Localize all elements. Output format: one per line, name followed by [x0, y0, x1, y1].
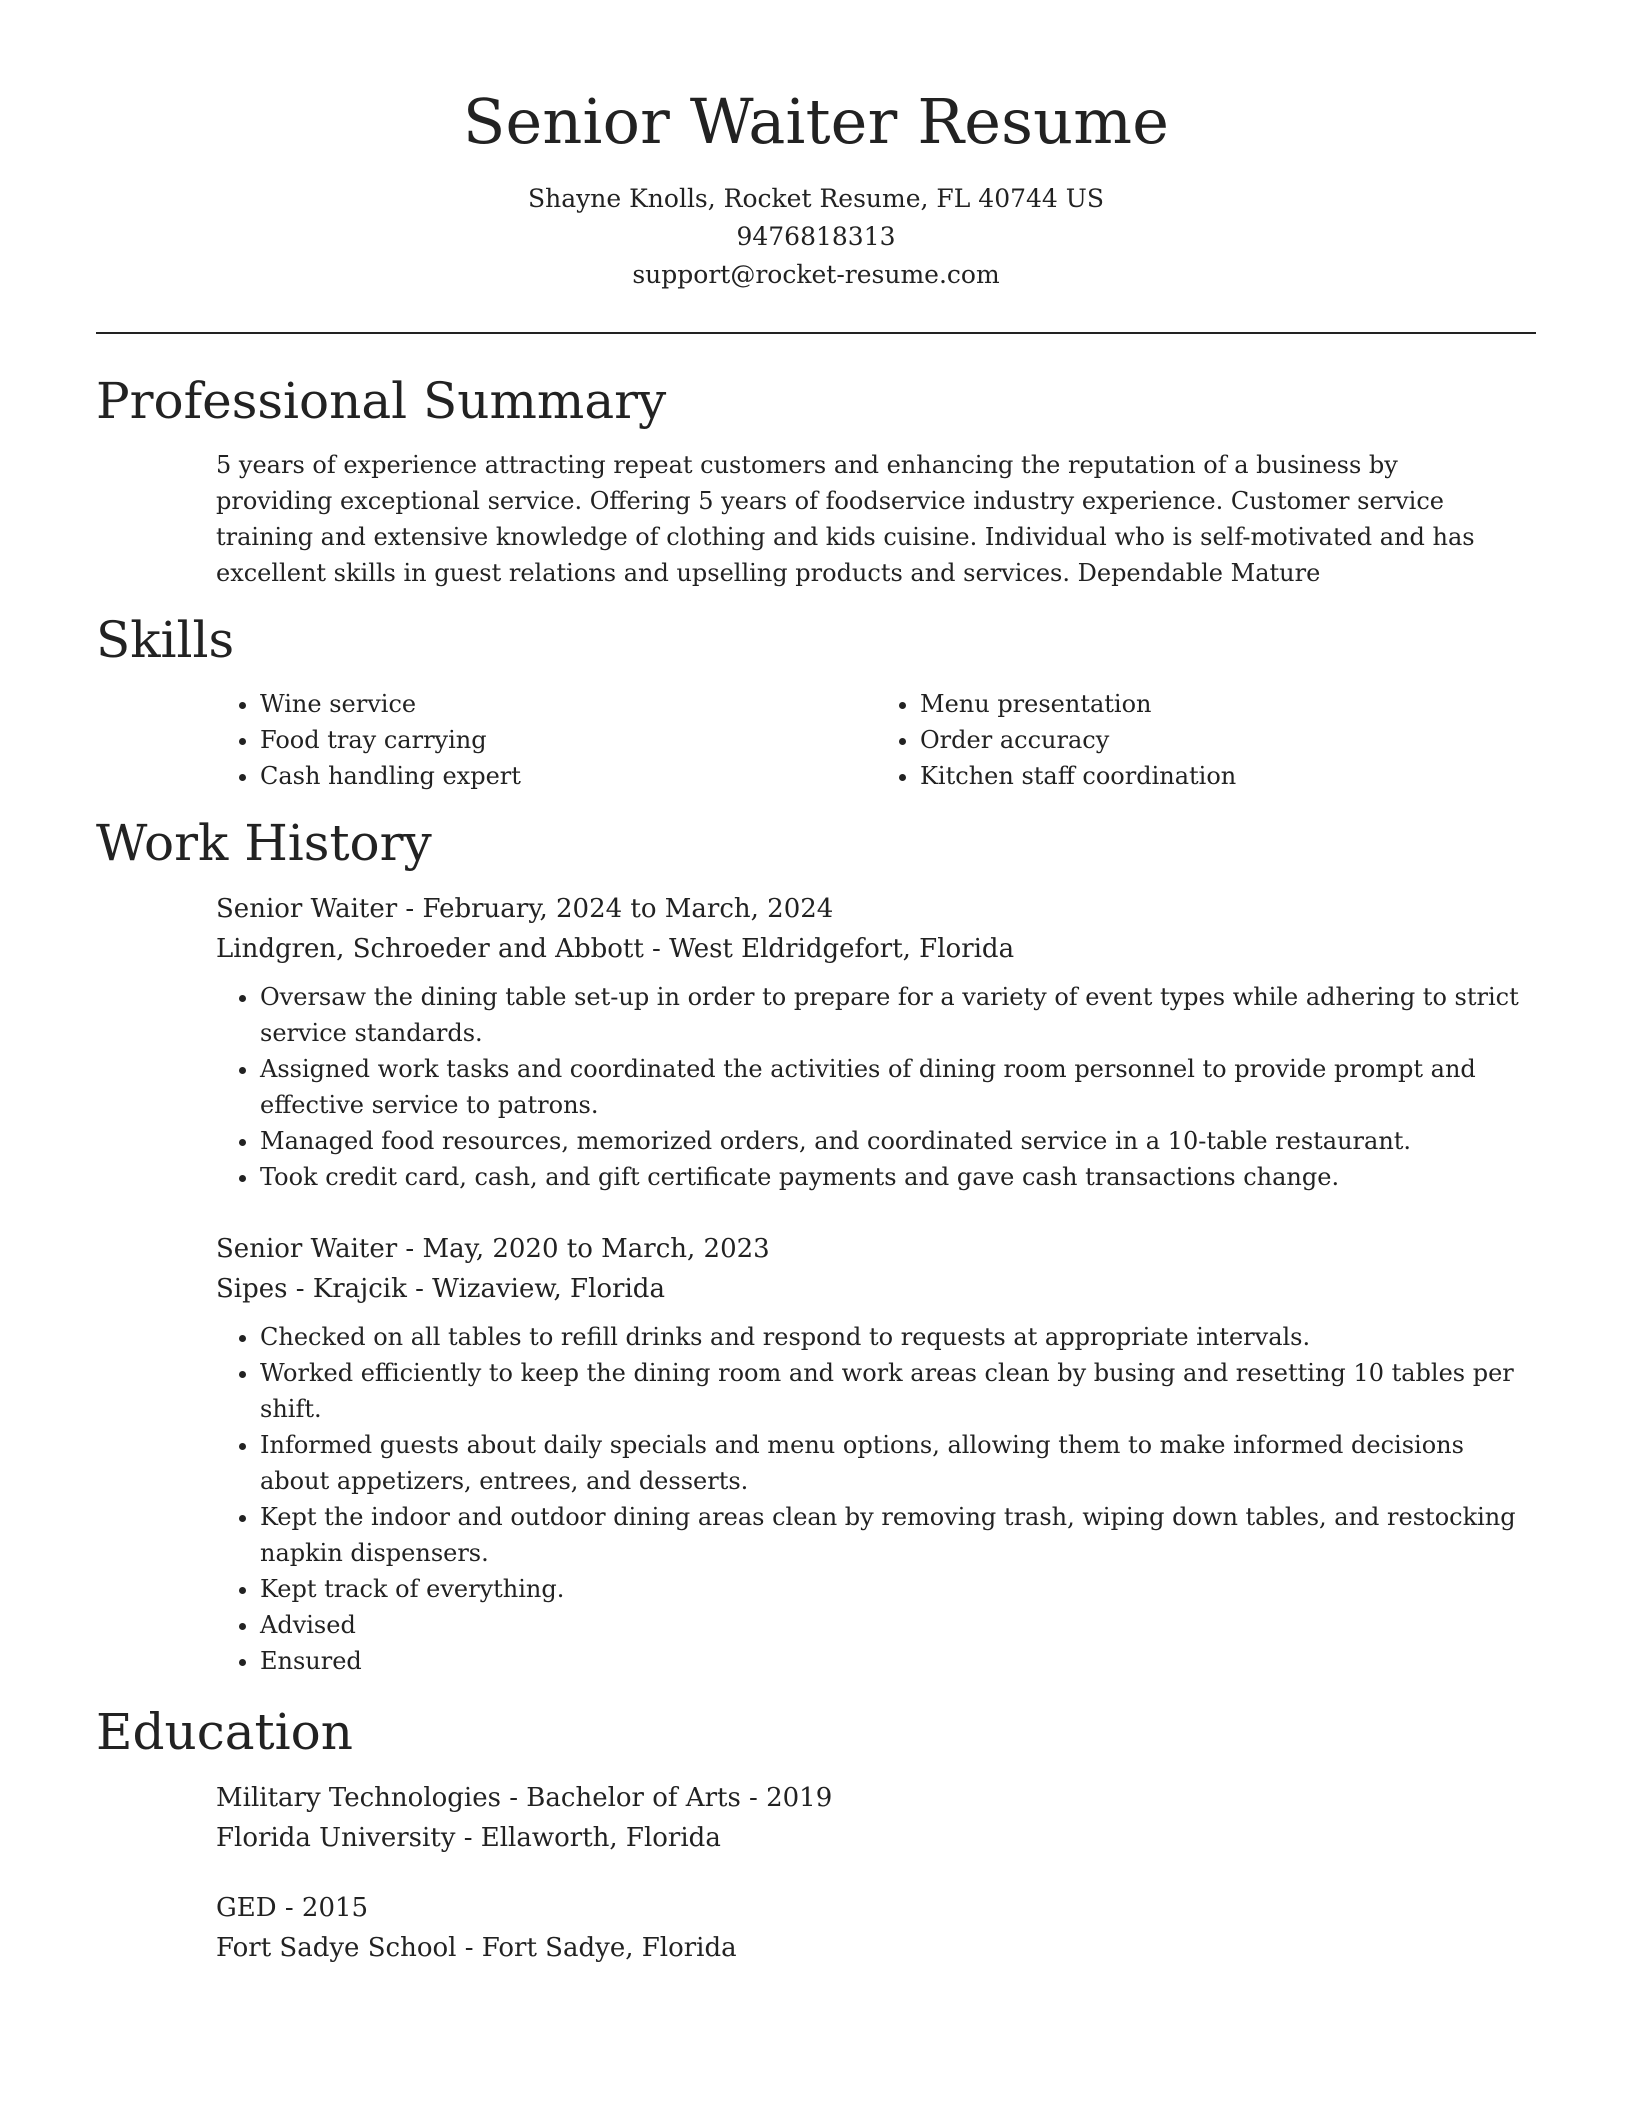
summary-text: 5 years of experience attracting repeat customers and enhancing the reputation of a business by providing exceptional service. Offering 5 years of foodservice industry experience. Customer service training and extensive knowledge of clothing and kids cuisine. Individual who is self-motivated and has excellent skills in guest relations and upselling products and services. Dependable Mature [216, 451, 1475, 588]
job-title: Senior Waiter - May, 2020 to March, 2023 [216, 1234, 770, 1265]
job-bullet: • Oversaw the dining table set-up in order to prepare for a variety of event types while adhering to strict service standards. [260, 979, 1536, 1051]
job-title: Senior Waiter - February, 2024 to March, 2024 [216, 894, 834, 925]
education-school: Florida University - Ellaworth, Florida [216, 1823, 721, 1854]
summary-body [96, 447, 1536, 591]
skill-item: • Menu presentation [920, 686, 1536, 722]
skills-section [96, 613, 1536, 794]
skill-item: • Order accuracy [920, 722, 1536, 758]
education-degree: Military Technologies - Bachelor of Arts - 2019 [216, 1783, 833, 1814]
job-bullets [216, 1319, 1536, 1679]
resume-title: Senior Waiter Resume [462, 85, 1170, 158]
job-bullet: • Kept the indoor and outdoor dining areas clean by removing trash, wiping down tables, and restocking napkin dispensers. [260, 1499, 1536, 1571]
skills-heading: Skills [96, 611, 235, 670]
job-bullet: • Informed guests about daily specials and menu options, allowing them to make informed decisions about appetizers, entrees, and desserts. [260, 1427, 1536, 1499]
summary-section [96, 374, 1536, 591]
job-bullets [216, 979, 1536, 1195]
education-degree: GED - 2015 [216, 1893, 369, 1924]
work-section [96, 816, 1536, 1679]
job-entry [216, 889, 1536, 1195]
education-body [96, 1778, 1536, 1968]
skill-item: • Food tray carrying [260, 722, 876, 758]
job-bullet: • Advised [260, 1607, 1536, 1643]
work-body [96, 889, 1536, 1679]
summary-heading: Professional Summary [96, 372, 667, 431]
education-school: Fort Sadye School - Fort Sadye, Florida [216, 1933, 737, 1964]
job-bullet: • Took credit card, cash, and gift certificate payments and gave cash transactions change. [260, 1159, 1536, 1195]
contact-phone: 9476818313 [736, 222, 896, 252]
job-bullet: • Kept track of everything. [260, 1571, 1536, 1607]
job-bullet: • Assigned work tasks and coordinated the activities of dining room personnel to provide prompt and effective service to patrons. [260, 1051, 1536, 1123]
skills-list-right [876, 686, 1536, 794]
education-heading: Education [96, 1703, 353, 1762]
skill-item: • Cash handling expert [260, 758, 876, 794]
work-heading: Work History [96, 814, 432, 873]
job-entry [216, 1229, 1536, 1679]
contact-email: support@rocket-resume.com [632, 260, 1000, 290]
header-divider [96, 332, 1536, 334]
skills-body [96, 686, 1536, 794]
contact-address: Shayne Knolls, Rocket Resume, FL 40744 US [528, 184, 1104, 214]
skills-grid [216, 686, 1536, 794]
skill-item: • Wine service [260, 686, 876, 722]
skill-item: • Kitchen staff coordination [920, 758, 1536, 794]
education-entry [216, 1778, 1536, 1858]
education-section [96, 1705, 1536, 1968]
job-bullet: • Managed food resources, memorized orders, and coordinated service in a 10-table restaurant. [260, 1123, 1536, 1159]
job-bullet: • Worked efficiently to keep the dining room and work areas clean by busing and resetting 10 tables per shift. [260, 1355, 1536, 1427]
resume-header [96, 0, 1536, 294]
job-company: Sipes - Krajcik - Wizaview, Florida [216, 1274, 665, 1305]
job-company: Lindgren, Schroeder and Abbott - West Eldridgefort, Florida [216, 934, 1015, 965]
job-bullet: • Ensured [260, 1643, 1536, 1679]
skills-list-left [216, 686, 876, 794]
education-entry [216, 1888, 1536, 1968]
job-bullet: • Checked on all tables to refill drinks and respond to requests at appropriate intervals. [260, 1319, 1536, 1355]
